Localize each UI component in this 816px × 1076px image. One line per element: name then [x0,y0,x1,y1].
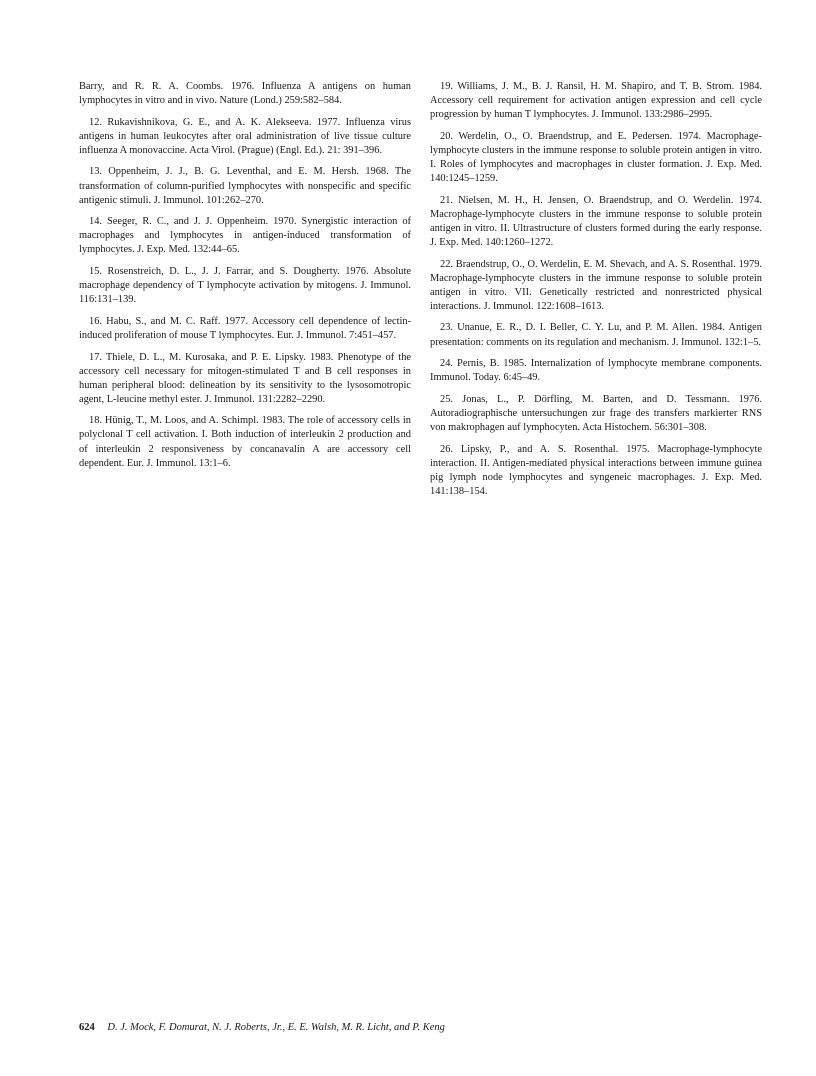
reference-22: 22. Braendstrup, O., O. Werdelin, E. M. Shevach, and A. S. Rosenthal. 1979. Macrophage-lymphocyte clusters in the immune response to soluble protein antigen in vitro. VII. Genetically restricted and nonrestricted physical interactions. J. Immunol. 122:1608–1613. [430,258,762,312]
reference-21: 21. Nielsen, M. H., H. Jensen, O. Braendstrup, and O. Werdelin. 1974. Macrophage-lymphocyte clusters in the immune response to soluble protein antigen in vitro. II. Ultrastructure of clusters formed during the early response. J. Exp. Med. 140:1260–1272. [430,194,762,248]
reference-11-continued: Barry, and R. R. A. Coombs. 1976. Influenza A antigens on human lymphocytes in vitro and in vivo. Nature (Lond.) 259:582–584. [79,81,411,107]
reference-26: 26. Lipsky, P., and A. S. Rosenthal. 1975. Macrophage-lymphocyte interaction. II. Antigen-mediated physical interactions between immune guinea pig lymph node lymphocytes and syngeneic macrophages. J. Exp. Med. 141:138–154. [430,443,762,497]
page-footer [79,1022,445,1033]
reference-14: 14. Seeger, R. C., and J. J. Oppenheim. 1970. Synergistic interaction of macrophages and lymphocytes in antigen-induced transformation of lymphocytes. J. Exp. Med. 132:44–65. [79,216,411,256]
reference-16: 16. Habu, S., and M. C. Raff. 1977. Accessory cell dependence of lectin-induced proliferation of mouse T lymphocytes. Eur. J. Immunol. 7:451–457. [79,315,411,341]
reference-17: 17. Thiele, D. L., M. Kurosaka, and P. E. Lipsky. 1983. Phenotype of the accessory cell necessary for mitogen-stimulated T and B cell responses in human peripheral blood: delineation by its sensitivity to the lysosomotropic agent, L-leucine methyl ester. J. Immunol. 131:2282–2290. [79,351,411,405]
reference-19: 19. Williams, J. M., B. J. Ransil, H. M. Shapiro, and T. B. Strom. 1984. Accessory cell requirement for activation antigen expression and cell cycle progression by human T lymphocytes. J. Immunol. 133:2986–2995. [430,81,762,121]
reference-13: 13. Oppenheim, J. J., B. G. Leventhal, and E. M. Hersh. 1968. The transformation of column-purified lymphocytes with nonspecific and specific antigenic stimuli. J. Immunol. 101:262–270. [79,166,411,206]
reference-12: 12. Rukavishnikova, G. E., and A. K. Alekseeva. 1977. Influenza virus antigens in human leukocytes after oral administration of live tissue culture influenza A monovaccine. Acta Virol. (Prague) (Engl. Ed.). 21: 391–396. [79,116,411,156]
reference-20: 20. Werdelin, O., O. Braendstrup, and E. Pedersen. 1974. Macrophage-lymphocyte clusters in the immune response to soluble protein antigen in vitro. I. Roles of lymphocytes and macrophages in cluster formation. J. Exp. Med. 140:1245–1259. [430,130,762,185]
reference-24: 24. Pernis, B. 1985. Internalization of lymphocyte membrane components. Immunol. Today. 6:45–49. [430,358,762,384]
reference-18: 18. Hünig, T., M. Loos, and A. Schimpl. 1983. The role of accessory cells in polyclonal T cell activation. I. Both induction of interleukin 2 production and of interleukin 2 responsiveness by concanavalin A are accessory cell dependent. Eur. J. Immunol. 13:1–6. [79,415,411,469]
reference-15: 15. Rosenstreich, D. L., J. J. Farrar, and S. Dougherty. 1976. Absolute macrophage dependency of T lymphocyte activation by mitogens. J. Immunol. 116:131–139. [79,266,411,306]
right-column [430,80,762,506]
reference-23: 23. Unanue, E. R., D. I. Beller, C. Y. Lu, and P. M. Allen. 1984. Antigen presentation: comments on its regulation and mechanism. J. Immunol. 132:1–5. [430,322,762,348]
left-column [79,80,411,478]
page-number: 624 [79,1022,95,1033]
running-authors: D. J. Mock, F. Domurat, N. J. Roberts, Jr., E. E. Walsh, M. R. Licht, and P. Keng [107,1022,445,1033]
reference-25: 25. Jonas, L., P. Dörfling, M. Barten, and D. Tessmann. 1976. Autoradiographische untersuchungen zur frage des transfers markierter RNS von makrophagen auf lymphocyten. Acta Histochem. 56:301–308. [430,393,762,433]
